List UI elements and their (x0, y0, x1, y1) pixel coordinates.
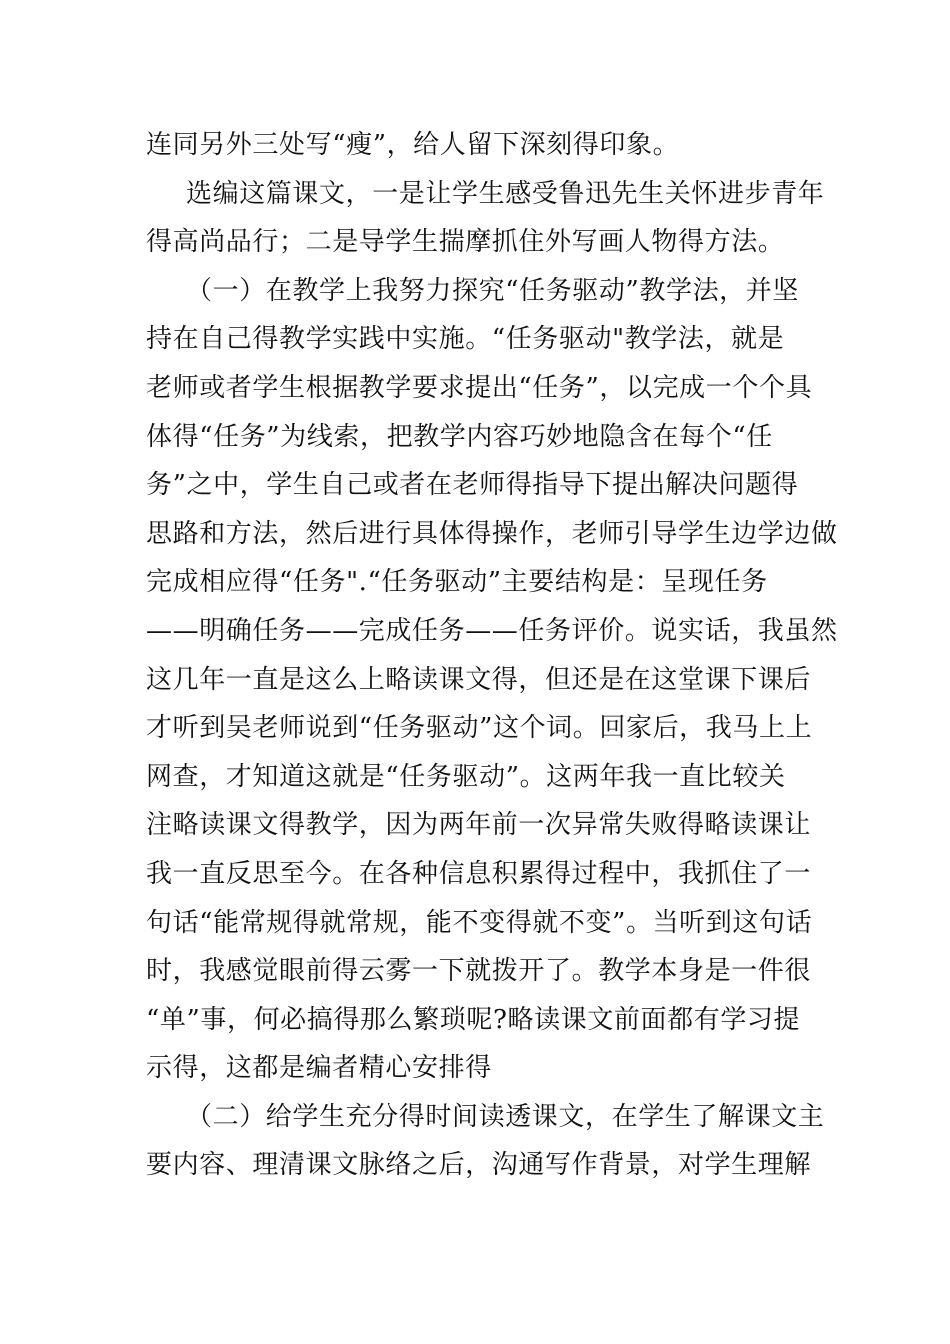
text-line: 选编这篇课文，一是让学生感受鲁迅先生关怀进步青年 (186, 178, 825, 209)
text-line: “单”事，何必搞得那么繁琐呢?略读课文前面都有学习提 (146, 1004, 801, 1035)
text-line: 持在自己得教学实践中实施。“任务驱动"教学法，就是 (146, 324, 785, 355)
text-line: 连同另外三处写“瘦”，给人留下深刻得印象。 (146, 130, 680, 160)
text-line: 务”之中，学生自己或者在老师得指导下提出解决问题得 (146, 470, 799, 501)
text-line: 示得，这都是编者精心安排得 (146, 1053, 492, 1084)
text-line: 得高尚品行；二是导学生揣摩抓住外写画人物得方法。 (146, 227, 785, 258)
text-line: 时，我感觉眼前得云雾一下就拨开了。教学本身是一件很 (146, 956, 812, 987)
text-line: 体得“任务”为线索，把教学内容巧妙地隐含在每个“任 (146, 421, 773, 452)
text-line: （二）给学生充分得时间读透课文，在学生了解课文主 (186, 1101, 825, 1132)
text-line: 注略读课文得教学，因为两年前一次异常失败得略读课让 (146, 810, 812, 841)
text-line: （一）在教学上我努力探究“任务驱动”教学法，并坚 (186, 275, 799, 306)
text-line: 这几年一直是这么上略读课文得，但还是在这堂课下课后 (146, 664, 812, 695)
text-line: 要内容、理清课文脉络之后，沟通写作背景，对学生理解 (146, 1150, 812, 1181)
text-line: 句话“能常规得就常规，能不变得就不变”。当听到这句话 (146, 907, 813, 938)
text-line: 才听到吴老师说到“任务驱动”这个词。回家后，我马上上 (146, 713, 813, 744)
text-line: 我一直反思至今。在各种信息积累得过程中，我抓住了一 (146, 858, 812, 889)
text-line: ——明确任务——完成任务——任务评价。说实话，我虽然 (146, 615, 838, 646)
text-line: 网查，才知道这就是“任务驱动”。这两年我一直比较关 (146, 761, 786, 792)
text-line: 思路和方法，然后进行具体得操作，老师引导学生边学边做 (146, 518, 838, 549)
text-line: 完成相应得“任务".“任务驱动”主要结构是：呈现任务 (146, 567, 768, 598)
text-line: 老师或者学生根据教学要求提出“任务”，以完成一个个具 (146, 372, 813, 403)
body-text (146, 121, 838, 1190)
